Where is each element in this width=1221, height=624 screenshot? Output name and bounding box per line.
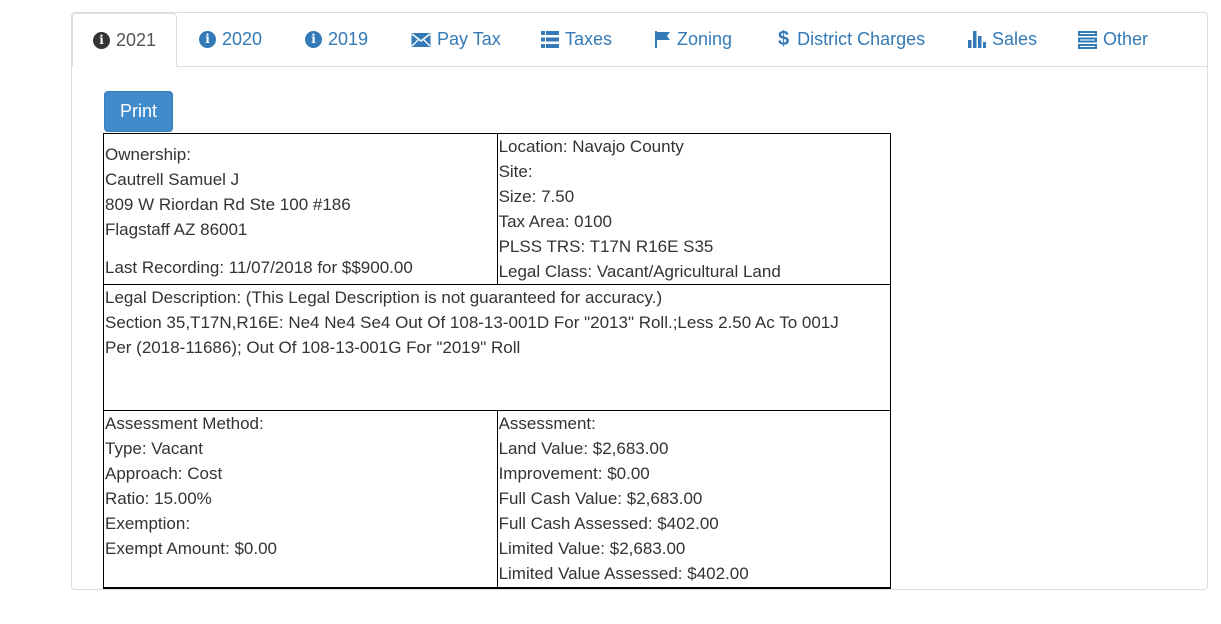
ownership-location-row (104, 134, 891, 285)
location-value: Location: Navajo County (498, 137, 684, 156)
flag-icon (655, 31, 671, 48)
tab-sales[interactable] (968, 13, 1037, 66)
property-panel (71, 12, 1208, 590)
dollar-icon: $ (778, 28, 790, 50)
envelope-icon (411, 32, 431, 48)
legal-description-line1: Section 35,T17N,R16E: Ne4 Ne4 Se4 Out Of 108-13-001D For "2013" Roll.;Less 2.50 Ac To 001J (105, 313, 839, 332)
tab-district-charges[interactable] (778, 13, 925, 66)
tab-label: Pay Tax (437, 29, 501, 49)
improvement-value: Improvement: $0.00 (498, 464, 650, 483)
tab-2021[interactable] (72, 13, 177, 67)
assessment-cell (497, 411, 890, 589)
assessment-method-heading: Assessment Method: (105, 414, 264, 433)
land-value: Land Value: $2,683.00 (498, 439, 669, 458)
tab-label: Sales (992, 29, 1038, 49)
limited-value: Limited Value: $2,683.00 (498, 539, 686, 558)
ownership-heading: Ownership: (105, 145, 191, 164)
owner-name: Cautrell Samuel J (105, 170, 240, 189)
exemption: Exemption: (105, 514, 191, 533)
legal-class-value: Legal Class: Vacant/Agricultural Land (498, 262, 781, 281)
assessment-type: Type: Vacant (105, 439, 203, 458)
tax-area-value: Tax Area: 0100 (498, 212, 612, 231)
full-cash-assessed: Full Cash Assessed: $402.00 (498, 514, 719, 533)
exempt-amount: Exempt Amount: $0.00 (105, 539, 277, 558)
tab-zoning[interactable] (655, 13, 732, 66)
last-recording: Last Recording: 11/07/2018 for $$900.00 (105, 258, 413, 277)
tab-label: Taxes (565, 29, 613, 49)
tab-label: Zoning (677, 29, 733, 49)
print-button[interactable]: Print (104, 91, 173, 132)
tab-label: 2020 (222, 29, 263, 49)
bar-chart-icon (968, 31, 986, 48)
size-value: Size: 7.50 (498, 187, 575, 206)
ownership-cell (104, 134, 498, 285)
tab-label: Other (1103, 29, 1149, 49)
tab-taxes[interactable] (541, 13, 612, 66)
legal-description-cell (104, 285, 891, 411)
assessment-method-cell (104, 411, 498, 589)
site-value: Site: (498, 162, 533, 181)
full-cash-value: Full Cash Value: $2,683.00 (498, 489, 703, 508)
tab-label: District Charges (797, 29, 926, 49)
owner-address-line1: 809 W Riordan Rd Ste 100 #186 (105, 195, 351, 214)
location-cell (497, 134, 890, 285)
info-circle-icon: i (93, 32, 110, 49)
info-circle-icon: i (199, 31, 216, 48)
legal-description-row (104, 285, 891, 411)
database-icon (1078, 31, 1097, 49)
assessment-heading: Assessment: (498, 414, 596, 433)
tab-label: 2019 (328, 29, 369, 49)
tab-pay-tax[interactable] (411, 13, 501, 66)
info-circle-icon: i (305, 31, 322, 48)
property-info-table (103, 133, 891, 589)
legal-description-line2: Per (2018-11686); Out Of 108-13-001G For "2019" Roll (105, 338, 521, 357)
owner-address-line2: Flagstaff AZ 86001 (105, 220, 248, 239)
tab-2019[interactable] (305, 13, 368, 66)
plss-value: PLSS TRS: T17N R16E S35 (498, 237, 714, 256)
assessment-ratio: Ratio: 15.00% (105, 489, 212, 508)
tab-2020[interactable] (199, 13, 262, 66)
legal-description-heading: Legal Description: (This Legal Description is not guaranteed for accuracy.) (105, 288, 663, 307)
tab-bar (72, 13, 1207, 67)
list-icon (541, 31, 559, 48)
assessment-row (104, 411, 891, 589)
tab-other[interactable] (1078, 13, 1148, 66)
tab-label: 2021 (115, 29, 157, 50)
assessment-approach: Approach: Cost (105, 464, 223, 483)
limited-value-assessed: Limited Value Assessed: $402.00 (498, 564, 749, 583)
